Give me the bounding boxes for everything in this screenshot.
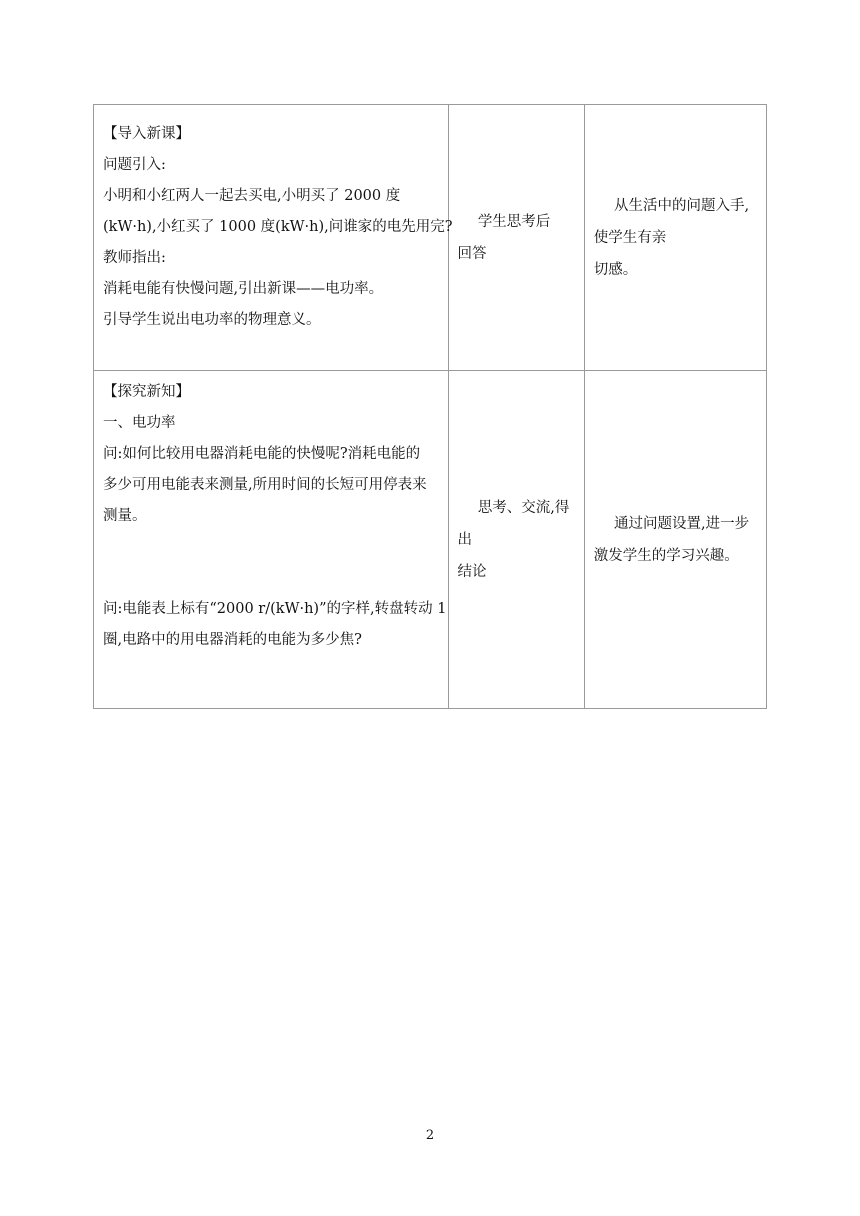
text-line: 通过问题设置,进一步 [614,515,750,532]
text-line: 从生活中的问题入手, [614,197,750,214]
page-number: 2 [425,1128,435,1143]
text-line: 小明和小红两人一起去买电,小明买了 2000 度 [103,188,401,204]
text-line: 引导学生说出电功率的物理意义。 [103,312,321,328]
text-line: 激发学生的学习兴趣。 [593,547,739,564]
teacher-activity-cell [94,371,449,709]
teacher-activity-cell [94,105,453,371]
text-line: 圈,电路中的用电器消耗的电能为多少焦? [103,632,362,648]
text-line: 切感。 [593,261,638,278]
text-line: 测量。 [103,508,147,524]
table-row-explore [94,371,767,709]
section-heading: 【导入新课】 [103,126,190,142]
blank-space [103,532,440,594]
student-activity-cell [448,105,584,371]
text-line: 问:如何比较用电器消耗电能的快慢呢?消耗电能的 [103,446,421,462]
design-intent-cell [584,371,766,709]
text-line: 多少可用电能表来测量,所用时间的长短可用停表来 [103,477,427,493]
text-line: 思考、交流,得出 [457,499,570,548]
text-line: 学生思考后 [477,213,551,230]
text-line: 一、电功率 [103,415,176,431]
text-line: 回答 [457,245,487,262]
student-activity-cell [448,371,584,709]
text-line: 教师指出: [103,250,166,266]
section-heading: 【探究新知】 [103,384,190,400]
text-line: 使学生有亲 [593,229,667,246]
text-line: 问题引入: [103,157,166,173]
lesson-plan-table [93,104,767,709]
text-line: (kW·h),小红买了 1000 度(kW·h),问谁家的电先用完? [103,219,453,235]
text-line: 消耗电能有快慢问题,引出新课——电功率。 [103,281,384,297]
text-line: 结论 [457,563,487,580]
table-row-intro [94,105,767,371]
text-line: 问:电能表上标有“2000 r/(kW·h)”的字样,转盘转动 1 [103,601,447,617]
design-intent-cell [584,105,766,371]
